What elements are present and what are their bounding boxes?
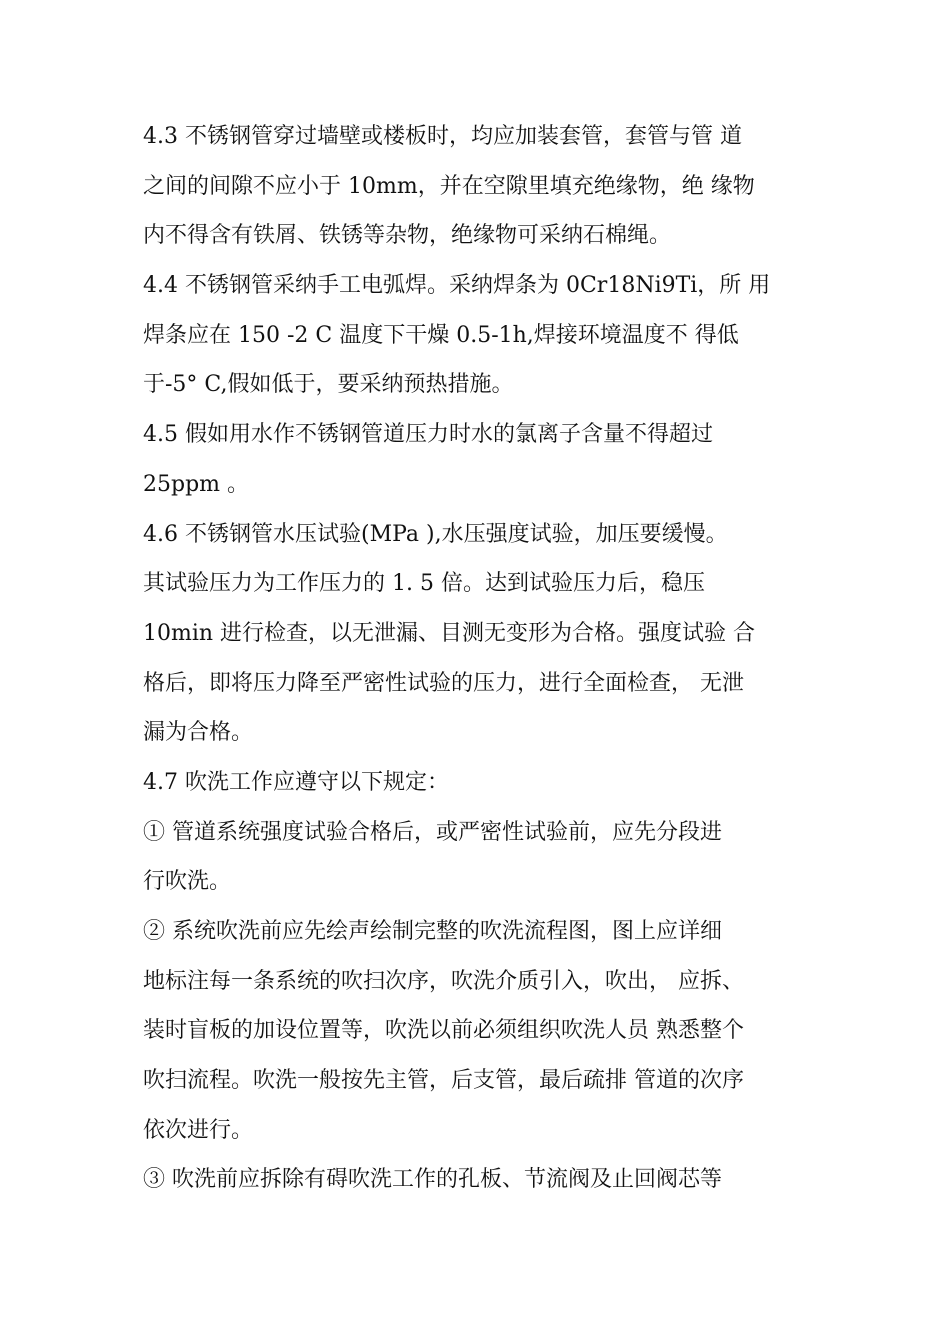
text-line: 格后，即将压力降至严密性试验的压力，进行全面检查， 无泄 [143, 670, 744, 696]
text-line: 4.4 不锈钢管采纳手工电弧焊。采纳焊条为 0Cr18Ni9Ti，所 用 [143, 273, 771, 299]
text-line: 于-5° C,假如低于，要采纳预热措施。 [143, 372, 514, 398]
text-line: 25ppm 。 [143, 471, 250, 497]
text-line: 4.3 不锈钢管穿过墙壁或楼板时，均应加装套管，套管与管 道 [143, 124, 742, 149]
text-line: 地标注每一条系统的吹扫次序，吹洗介质引入，吹出， 应拆、 [143, 968, 744, 994]
text-line: 行吹洗。 [143, 869, 232, 895]
text-line: 装时盲板的加设位置等，吹洗以前必须组织吹洗人员 熟悉整个 [143, 1018, 744, 1044]
text-line: 4.6 不锈钢管水压试验(MPa ),水压强度试验，加压要缓慢。 [143, 521, 728, 547]
text-line: 4.7 吹洗工作应遵守以下规定： [143, 769, 449, 795]
text-line: ② 系统吹洗前应先绘声绘制完整的吹洗流程图，图上应详细 [143, 919, 722, 944]
text-line: 4.5 假如用水作不锈钢管道压力时水的氯离子含量不得超过 [143, 422, 713, 448]
text-line: 内不得含有铁屑、铁锈等杂物，绝缘物可采纳石棉绳。 [143, 223, 672, 249]
text-line: 其试验压力为工作压力的 1. 5 倍。达到试验压力后，稳压 [143, 571, 705, 597]
text-line: ③ 吹洗前应拆除有碍吹洗工作的孔板、节流阀及止回阀芯等 [143, 1167, 722, 1193]
text-line: 10min 进行检查，以无泄漏、目测无变形为合格。强度试验 合 [143, 620, 756, 646]
text-line: 漏为合格。 [143, 720, 254, 746]
body-text [143, 112, 823, 1205]
text-line: 吹扫流程。吹洗一般按先主管，后支管，最后疏排 管道的次序 [143, 1068, 744, 1094]
text-line: 之间的间隙不应小于 10mm，并在空隙里填充绝缘物，绝 缘物 [143, 173, 755, 199]
text-line: 焊条应在 150 -2 C 温度下干燥 0.5-1h,焊接环境温度不 得低 [143, 322, 739, 348]
text-line: 依次进行。 [143, 1117, 254, 1143]
text-line: ① 管道系统强度试验合格后，或严密性试验前，应先分段进 [143, 819, 722, 845]
